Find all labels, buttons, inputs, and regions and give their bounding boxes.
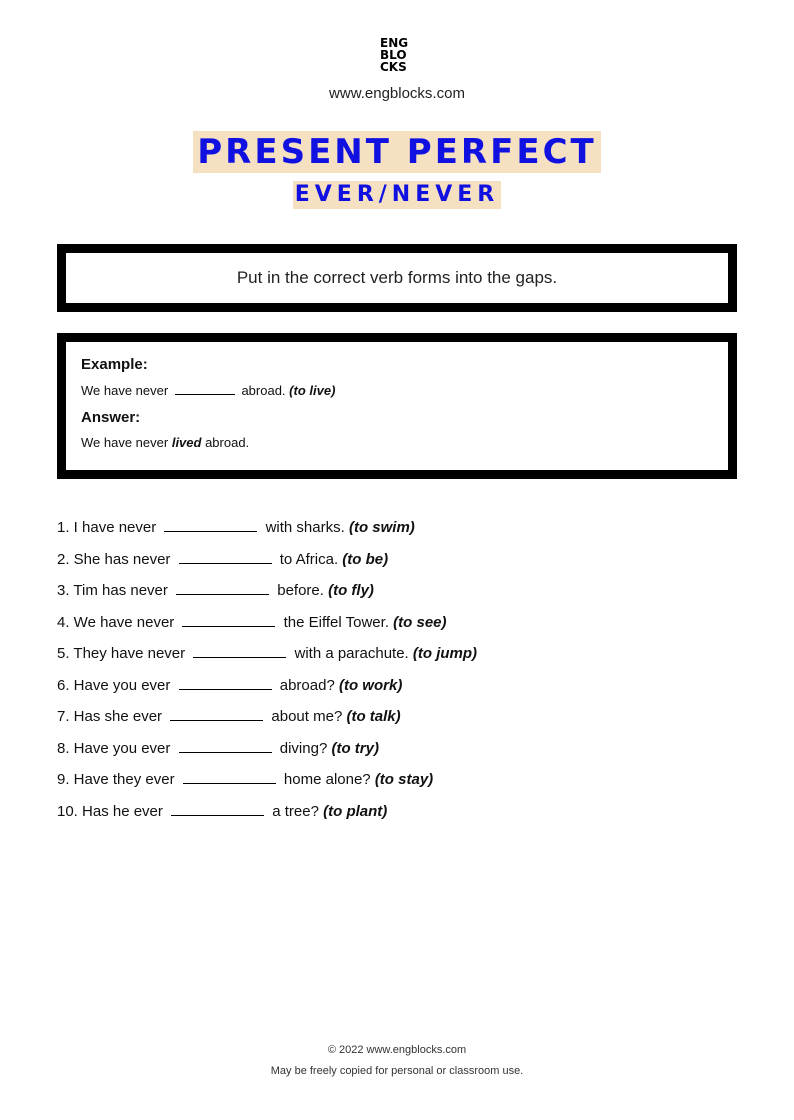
exercise-before: 10. Has he ever: [57, 802, 163, 820]
page-subtitle: EVER/NEVER: [294, 182, 500, 207]
exercise-before: 5. They have never: [57, 645, 186, 662]
exercise-before: 8. Have you ever: [57, 739, 171, 757]
exercise-hint: (to stay): [374, 771, 434, 788]
exercise-before: 1. I have never: [57, 519, 157, 536]
answer-before: We have never: [81, 435, 169, 450]
exercise-item: [57, 738, 737, 770]
exercise-hint: (to try): [331, 739, 379, 757]
exercise-gap[interactable]: [182, 612, 275, 627]
exercise-item: [57, 675, 737, 707]
exercise-item: [57, 580, 737, 612]
exercise-before: 7. Has she ever: [57, 708, 163, 725]
exercise-hint: (to fly): [328, 582, 374, 599]
subtitle-wrap: [0, 181, 794, 209]
exercise-item: [57, 801, 737, 833]
exercise-gap[interactable]: [179, 738, 272, 753]
logo-line-1: ENG: [380, 36, 409, 50]
instruction-text: Put in the correct verb forms into the gaps.: [236, 268, 558, 287]
exercise-before: 4. We have never: [57, 613, 175, 631]
example-gap: [175, 382, 235, 395]
logo-line-3: CKS: [380, 60, 407, 74]
logo-line-2: BLO: [380, 48, 407, 62]
exercise-gap[interactable]: [171, 801, 264, 816]
exercise-after: before.: [277, 582, 324, 599]
exercise-list: [57, 517, 737, 832]
exercise-gap[interactable]: [170, 706, 263, 721]
exercise-hint: (to work): [338, 676, 403, 694]
exercise-gap[interactable]: [193, 643, 286, 658]
exercise-after: a tree?: [272, 802, 319, 820]
answer-after: abroad.: [205, 435, 250, 450]
answer-sentence: [81, 435, 728, 451]
answer-verb: lived: [171, 435, 202, 450]
exercise-hint: (to see): [393, 613, 447, 631]
exercise-after: with a parachute.: [294, 645, 409, 662]
exercise-item: [57, 549, 737, 581]
exercise-before: 9. Have they ever: [57, 771, 175, 788]
exercise-after: to Africa.: [279, 550, 339, 568]
exercise-item: [57, 517, 737, 549]
exercise-hint: (to swim): [348, 519, 415, 536]
example-box: [57, 333, 737, 479]
exercise-hint: (to talk): [346, 708, 401, 725]
exercise-hint: (to be): [342, 550, 389, 568]
exercise-item: [57, 612, 737, 644]
exercise-after: about me?: [271, 708, 343, 725]
example-sentence-after: abroad.: [241, 383, 286, 398]
exercise-after: abroad?: [279, 676, 335, 694]
exercise-gap[interactable]: [183, 769, 276, 784]
page-title: PRESENT PERFECT: [193, 131, 600, 173]
exercise-after: home alone?: [283, 771, 371, 788]
answer-heading: Answer:: [81, 409, 141, 426]
exercise-after: with sharks.: [265, 519, 345, 536]
exercise-before: 2. She has never: [57, 550, 171, 568]
instruction-box: [57, 244, 737, 312]
engblocks-logo: [380, 37, 414, 73]
example-sentence-before: We have never: [81, 383, 169, 398]
title-wrap: [0, 131, 794, 173]
example-hint: (to live): [289, 383, 336, 398]
exercise-before: 3. Tim has never: [57, 582, 168, 599]
footer-note: May be freely copied for personal or classroom use.: [270, 1065, 524, 1077]
exercise-before: 6. Have you ever: [57, 676, 171, 694]
exercise-after: the Eiffel Tower.: [283, 613, 389, 631]
site-url[interactable]: www.engblocks.com: [329, 85, 465, 102]
footer-copyright: © 2022 www.engblocks.com: [327, 1044, 467, 1056]
exercise-after: diving?: [279, 739, 328, 757]
example-heading: Example:: [81, 356, 148, 373]
exercise-gap[interactable]: [179, 675, 272, 690]
exercise-gap[interactable]: [179, 549, 272, 564]
example-sentence: [81, 382, 728, 399]
exercise-gap[interactable]: [164, 517, 257, 532]
exercise-item: [57, 706, 737, 738]
exercise-item: [57, 643, 737, 675]
exercise-gap[interactable]: [176, 580, 269, 595]
exercise-item: [57, 769, 737, 801]
exercise-hint: (to jump): [412, 645, 478, 662]
exercise-hint: (to plant): [323, 802, 388, 820]
